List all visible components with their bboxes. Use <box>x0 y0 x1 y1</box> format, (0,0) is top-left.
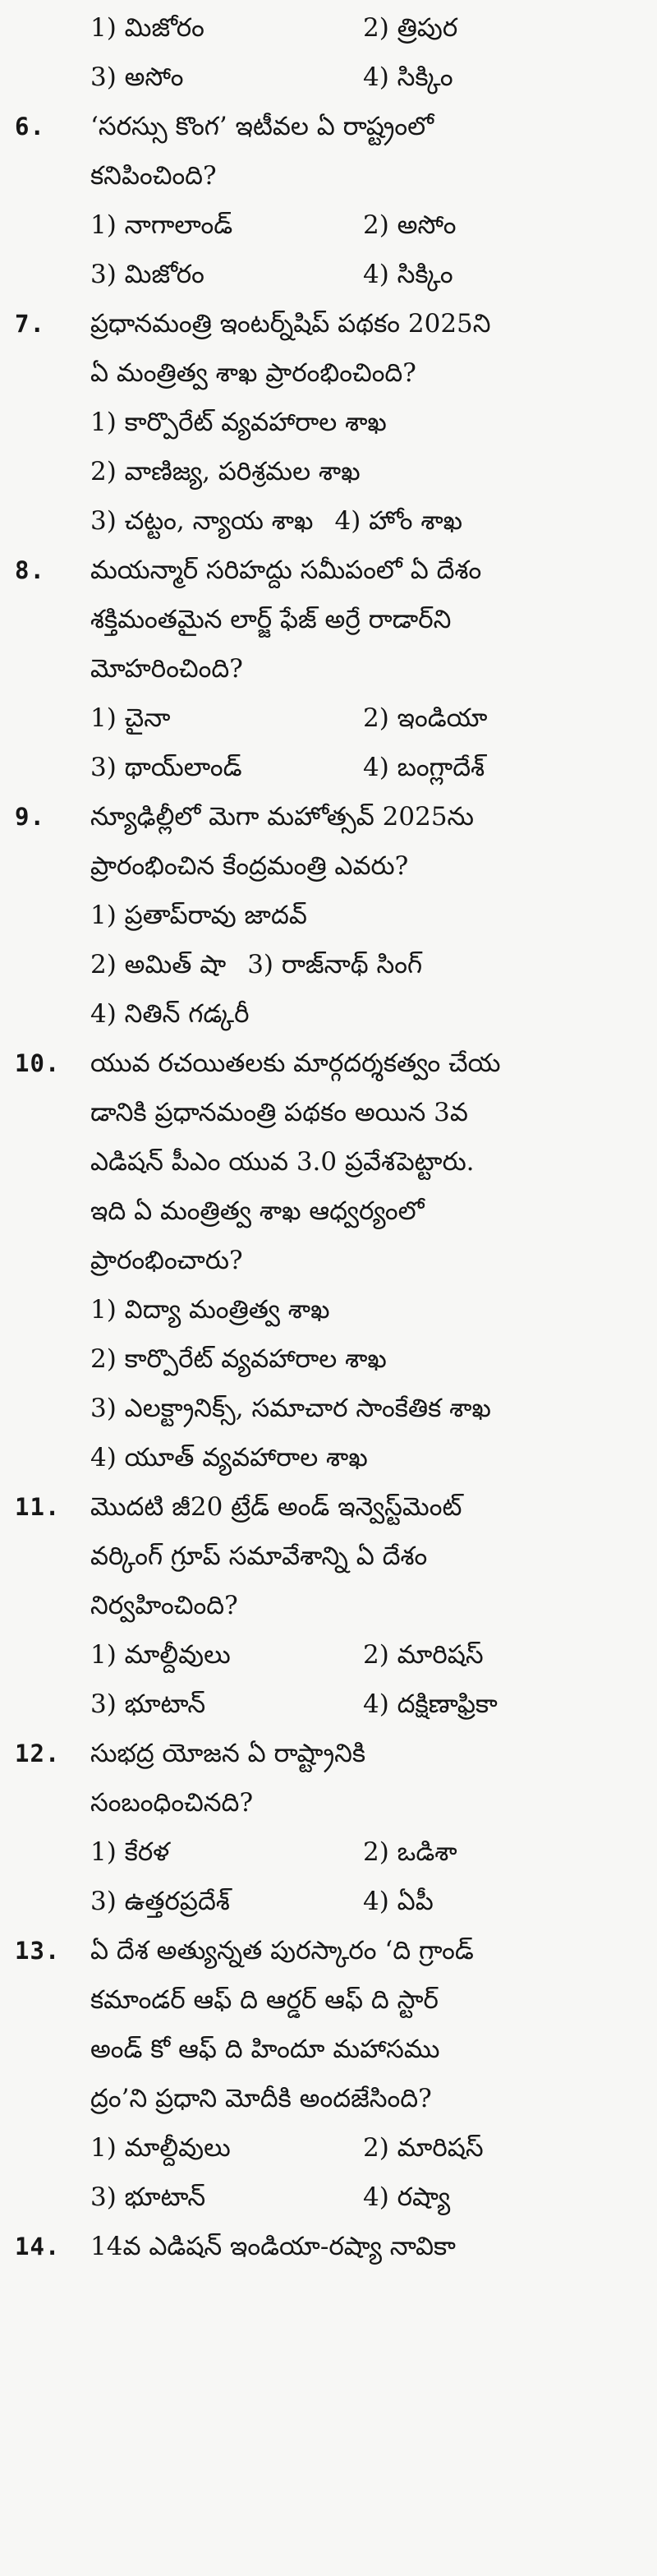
question-item <box>15 299 639 398</box>
answer-option: 1) కేరళ <box>90 1837 170 1867</box>
answer-options-row <box>15 2123 639 2173</box>
answer-option: 2) త్రిపుర <box>363 13 458 43</box>
answer-options-row <box>15 743 639 792</box>
question-number: 6. <box>15 113 45 141</box>
answer-option: 1) మాల్దీవులు <box>90 1640 231 1670</box>
question-item <box>15 1729 639 1827</box>
answer-option: 2) వాణిజ్య, పరిశ్రమల శాఖ <box>90 457 361 486</box>
answer-options-row <box>15 1384 639 1433</box>
answer-option: 2) ఇండియా <box>363 703 488 733</box>
answer-options-row <box>15 398 639 447</box>
answer-option: 4) సిక్కిం <box>363 62 453 92</box>
question-item <box>15 1482 639 1630</box>
question-text: ప్రధానమంత్రి ఇంటర్న్‌షిప్ పథకం 2025ని ఏ మంత్రిత్వ శాఖ ప్రారంభించింది? <box>90 309 491 388</box>
answer-option: 3) రాజ్‌నాథ్ సింగ్ <box>247 950 423 979</box>
question-number: 14. <box>15 2233 61 2260</box>
question-item <box>15 1926 639 2123</box>
answer-options-row <box>15 1680 639 1729</box>
answer-options-row <box>15 1877 639 1926</box>
answer-option: 2) మారిషస్ <box>363 2133 484 2163</box>
answer-option: 3) అసోం <box>90 62 184 92</box>
answer-option: 2) కార్పొరేట్ వ్యవహారాల శాఖ <box>90 1344 387 1374</box>
question-number: 11. <box>15 1493 61 1521</box>
answer-options-row <box>15 250 639 299</box>
answer-options-row <box>15 2173 639 2222</box>
answer-option: 4) యూత్ వ్యవహారాల శాఖ <box>90 1443 368 1472</box>
answer-option: 2) మారిషస్ <box>363 1640 484 1670</box>
answer-options-row <box>15 447 639 496</box>
answer-option: 4) సిక్కిం <box>363 260 453 289</box>
answer-options-row <box>15 200 639 250</box>
answer-options-row <box>15 1433 639 1482</box>
answer-option: 4) హోం శాఖ <box>334 506 463 536</box>
question-item <box>15 102 639 200</box>
answer-option: 1) విద్యా మంత్రిత్వ శాఖ <box>90 1295 330 1325</box>
answer-option: 3) మిజోరం <box>90 260 204 289</box>
answer-option: 1) నాగాలాండ్ <box>90 210 233 240</box>
answer-option: 3) ఎలక్ట్రానిక్స్, సమాచార సాంకేతిక శాఖ <box>90 1394 491 1423</box>
answer-option: 4) నితిన్ గడ్కరీ <box>90 999 250 1029</box>
answer-option: 1) కార్పొరేట్ వ్యవహారాల శాఖ <box>90 408 387 437</box>
answer-option: 1) మిజోరం <box>90 13 204 43</box>
answer-options-row <box>15 989 639 1039</box>
answer-options-row <box>15 694 639 743</box>
answer-options-row <box>15 940 639 989</box>
answer-option: 1) మాల్దీవులు <box>90 2133 231 2163</box>
answer-options-row <box>15 891 639 940</box>
answer-option: 2) అమిత్ షా <box>90 950 227 979</box>
answer-option: 1) ప్రతాప్‌రావు జాదవ్ <box>90 901 307 930</box>
question-number: 7. <box>15 310 45 338</box>
answer-options-row <box>15 53 639 102</box>
answer-option: 3) భూటాన్ <box>90 1689 206 1719</box>
answer-option: 3) భూటాన్ <box>90 2182 206 2212</box>
question-number: 8. <box>15 556 45 584</box>
answer-option: 2) అసోం <box>363 210 457 240</box>
answer-options-row <box>15 1285 639 1334</box>
answer-options-row <box>15 3 639 53</box>
answer-option: 1) చైనా <box>90 703 171 733</box>
answer-option: 3) ఉత్తరప్రదేశ్ <box>90 1887 230 1916</box>
answer-option: 4) ఏపీ <box>363 1887 434 1916</box>
question-text: సుభద్ర యోజన ఏ రాష్ట్రానికి సంబంధించినది? <box>90 1739 366 1818</box>
question-text: యువ రచయితలకు మార్గదర్శకత్వం చేయ డానికి ప్రధానమంత్రి పథకం అయిన 3వ ఎడిషన్ పీఎం యువ 3.0 ప్రవేశపెట్టారు. ఇది ఏ మంత్రిత్వ శాఖ ఆధ్వర్యంలో ప్రారంభించారు? <box>90 1048 501 1275</box>
question-number: 10. <box>15 1049 61 1077</box>
question-item <box>15 792 639 891</box>
answer-option: 3) థాయ్‌లాండ్ <box>90 753 242 782</box>
question-text: 14వ ఎడిషన్ ఇండియా-రష్యా నావికా <box>90 2232 456 2261</box>
answer-option: 2) ఒడిశా <box>363 1837 457 1867</box>
question-item <box>15 1039 639 1285</box>
question-number: 9. <box>15 803 45 831</box>
answer-option: 4) బంగ్లాదేశ్ <box>363 753 485 782</box>
question-item <box>15 546 639 694</box>
question-text: మయన్మార్ సరిహద్దు సమీపంలో ఏ దేశం శక్తిమంతమైన లార్జ్ ఫేజ్ అర్రే రాడార్‌ని మోహరించింది? <box>90 555 482 684</box>
answer-options-row <box>15 1827 639 1877</box>
answer-option: 3) చట్టం, న్యాయ శాఖ <box>90 506 314 536</box>
question-text: న్యూఢిల్లీలో మెగా మహోత్సవ్ 2025ను ప్రారంభించిన కేంద్రమంత్రి ఎవరు? <box>90 802 475 881</box>
answer-option: 4) రష్యా <box>363 2182 451 2212</box>
question-text: ఏ దేశ అత్యున్నత పురస్కారం ‘ది గ్రాండ్ కమాండర్ ఆఫ్ ది ఆర్డర్ ఆఫ్ ది స్టార్ అండ్ కో ఆఫ్ ది హిందూ మహాసము ద్రం’ని ప్రధాని మోదీకి అందజేసింది? <box>90 1936 474 2113</box>
question-number: 13. <box>15 1937 61 1965</box>
answer-options-row <box>15 1334 639 1384</box>
answer-options-row <box>15 1630 639 1680</box>
question-text: ‘సరస్సు కొంగ’ ఇటీవల ఏ రాష్ట్రంలో కనిపించింది? <box>90 112 434 191</box>
question-text: మొదటి జీ20 ట్రేడ్ అండ్ ఇన్వెస్ట్‌మెంట్ వర్కింగ్ గ్రూప్ సమావేశాన్ని ఏ దేశం నిర్వహించింది? <box>90 1492 462 1620</box>
question-item <box>15 2222 639 2271</box>
answer-option: 4) దక్షిణాఫ్రికా <box>363 1689 498 1719</box>
question-number: 12. <box>15 1740 61 1767</box>
answer-options-row <box>15 496 639 546</box>
